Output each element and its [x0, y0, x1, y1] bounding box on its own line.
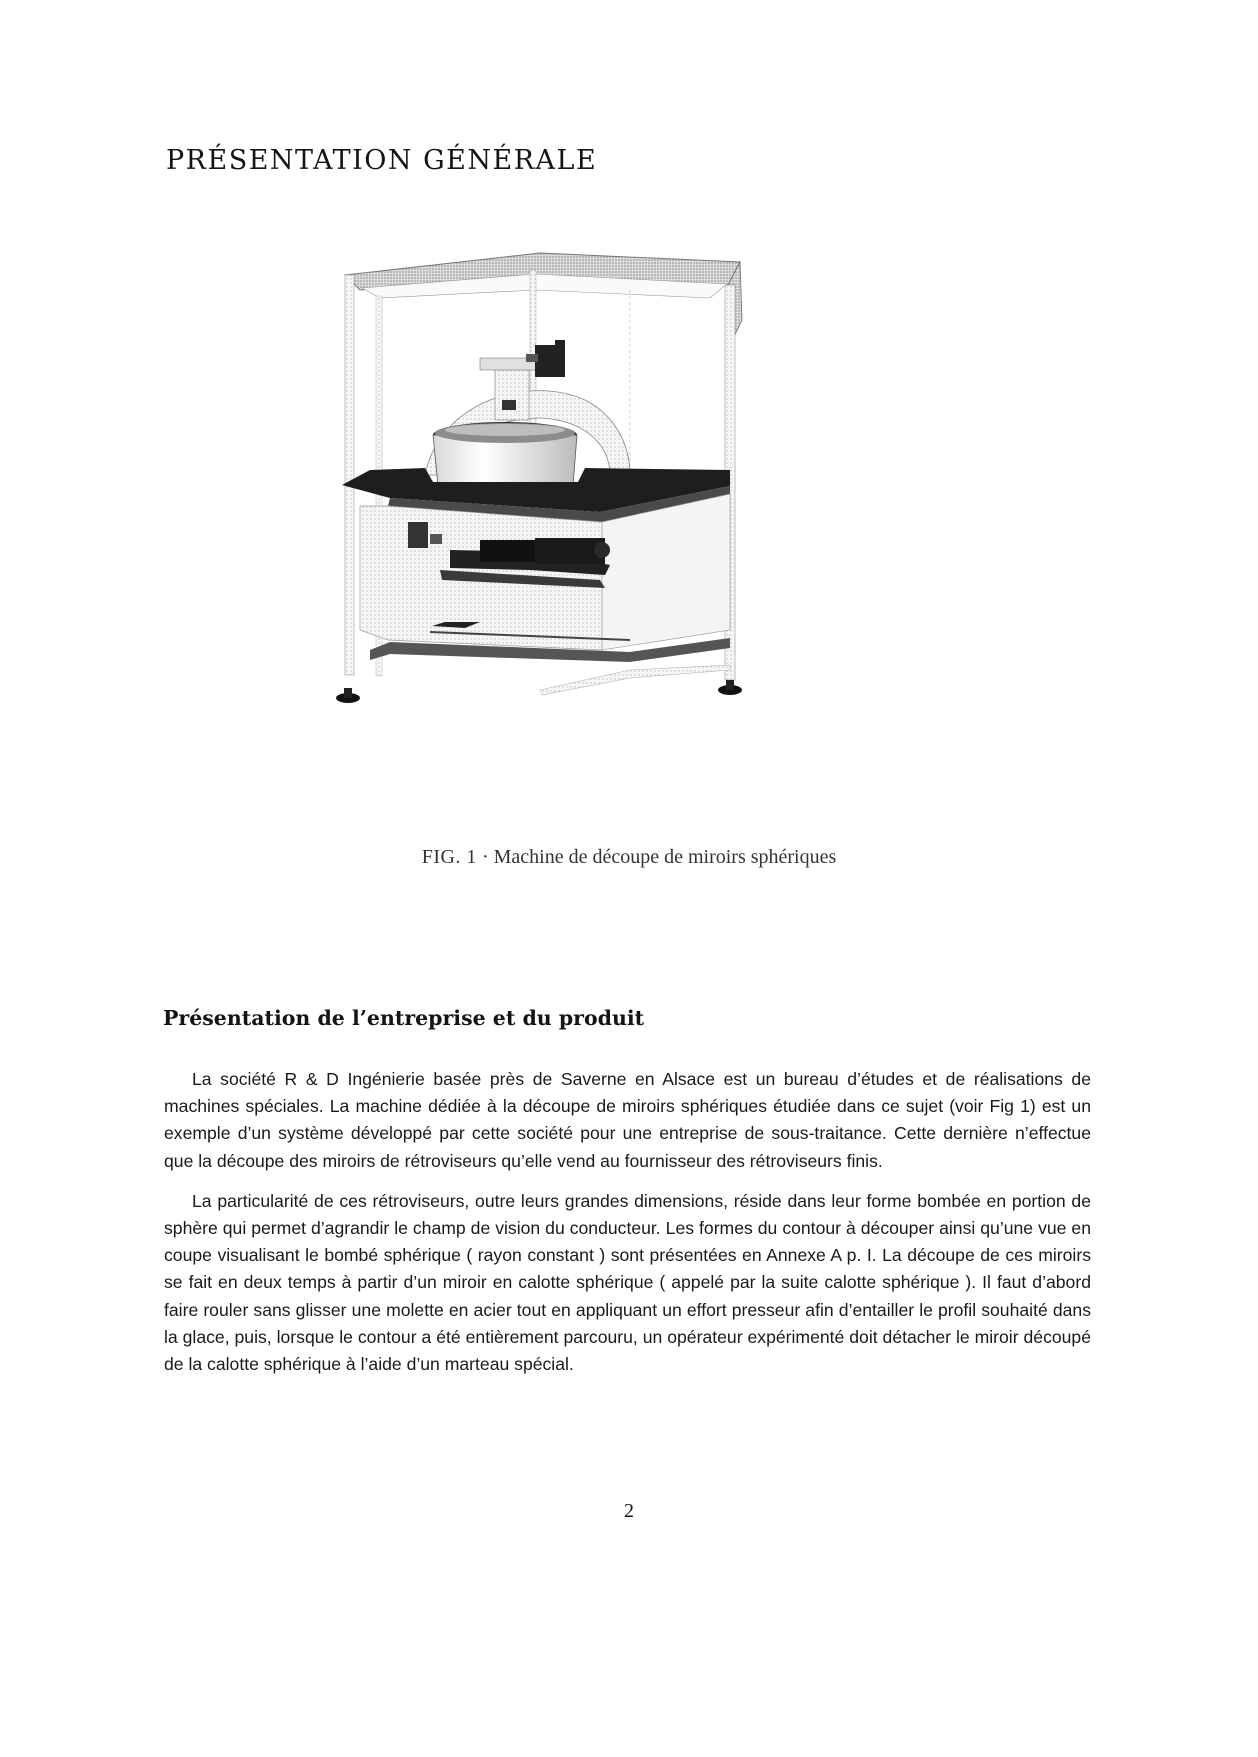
page-title: PRÉSENTATION GÉNÉRALE	[166, 145, 598, 176]
page-number: 2	[624, 1500, 634, 1522]
section-heading: Présentation de l’entreprise et du produit	[163, 1006, 645, 1030]
paragraph: La particularité de ces rétroviseurs, outre leurs grandes dimensions, réside dans leur forme bombée en portion de sphère qui permet d’agrandir le champ de vision du conducteur. Les formes du contour à découper ainsi qu’une vue en coupe visualisant le bombé sphérique ( rayon constant ) sont présentées en Annexe A p. I. La découpe de ces miroirs se fait en deux temps à partir d’un miroir en calotte sphérique ( appelé par la suite calotte sphérique ). Il faut d’abord faire rouler sans glisser une molette en acier tout en appliquant un effort presseur afin d’entailler le profil souhaité dans la glace, puis, lorsque le contour a été entièrement parcouru, un opérateur expérimenté doit détacher le miroir découpé de la calotte sphérique à l’aide d’un marteau spécial.	[164, 1190, 1091, 1375]
body-text	[164, 1066, 1091, 1391]
machine-illustration	[330, 250, 830, 790]
caption-text: Machine de découpe de miroirs sphériques	[493, 846, 837, 868]
figure-caption	[0, 846, 1258, 869]
paragraph: La société R & D Ingénierie basée près de Saverne en Alsace est un bureau d’études et de réalisations de machines spéciales. La machine dédiée à la découpe de miroirs sphériques étudiée dans ce sujet (voir Fig 1) est un exemple d’un système développé par cette société pour une entreprise de sous-traitance. Cette dernière n’effectue que la découpe des miroirs de rétroviseurs qu’elle vend au fournisseur des rétroviseurs finis.	[164, 1069, 1091, 1171]
caption-separator: ·	[481, 846, 489, 868]
machine-figure	[330, 250, 830, 790]
figure-label: FIG. 1	[421, 846, 477, 868]
